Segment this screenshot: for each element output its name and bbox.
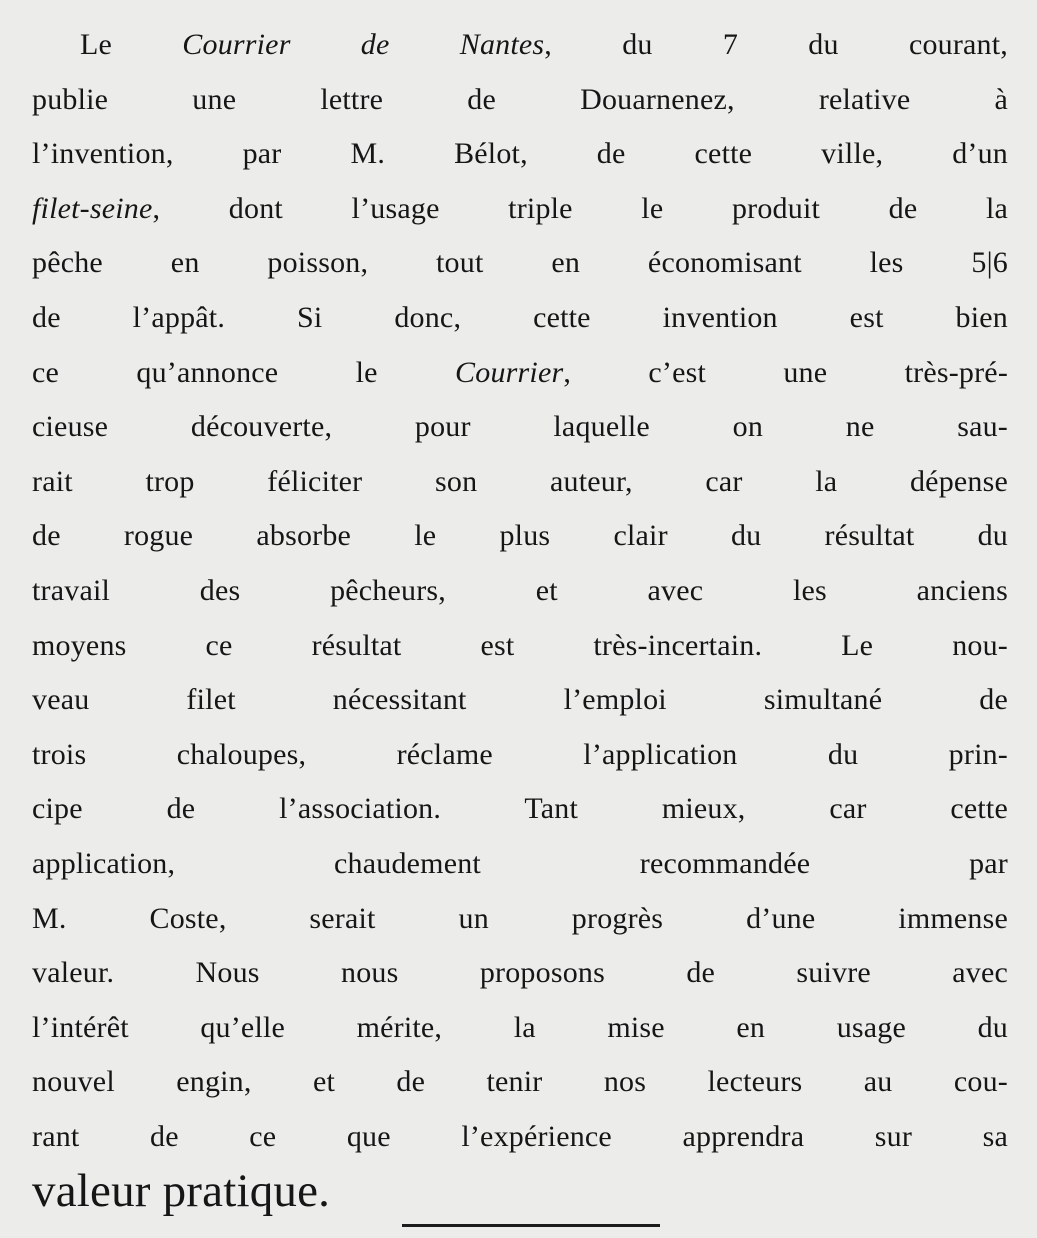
article-line [32,946,1008,1001]
article-line [32,892,1008,947]
line-text: cipe de l’association. Tant mieux, car cette [32,792,1008,826]
article-column [32,18,1008,1219]
line-text: de rogue absorbe le plus clair du résultat du [32,519,1008,553]
line-text: l’invention, par M. Bélot, de cette ville, d’un [32,137,1008,171]
line-text: travail des pêcheurs, et avec les anciens [32,573,1008,607]
article-line [32,509,1008,564]
italic-term: filet-seine [32,191,153,225]
article-line [32,1001,1008,1056]
line-text: l’intérêt qu’elle mérite, la mise en usage du [32,1010,1008,1044]
article-line [32,728,1008,783]
article-line [32,782,1008,837]
article-line [32,564,1008,619]
line-text: , dont l’usage triple le produit de la [152,191,1008,225]
line-text: publie une lettre de Douarnenez, relative à [32,82,1008,116]
section-divider-rule [402,1224,660,1227]
line-text: M. Coste, serait un progrès d’une immense [32,901,1008,935]
article-line [32,1055,1008,1110]
line-text: de l’appât. Si donc, cette invention est bien [32,300,1008,334]
line-text: , du 7 du courant, [544,28,1008,61]
article-line [32,1164,1008,1219]
line-text: trois chaloupes, réclame l’application du prin- [32,737,1008,771]
line-text: nouvel engin, et de tenir nos lecteurs au cou- [32,1065,1008,1099]
article-line [32,127,1008,182]
article-line [32,182,1008,237]
article-line [32,18,1008,73]
line-text: veau filet nécessitant l’emploi simultané de [32,683,1008,717]
article-line [32,837,1008,892]
line-text: Le [80,28,183,61]
line-text: moyens ce résultat est très-incertain. Le nou- [32,628,1008,662]
article-line [32,619,1008,674]
article-line [32,400,1008,455]
line-text: rait trop féliciter son auteur, car la dépense [32,464,1008,498]
line-text: valeur pratique. [32,1165,331,1218]
line-text: rant de ce que l’expérience apprendra sur sa [32,1119,1008,1153]
article-line [32,73,1008,128]
line-text: valeur. Nous nous proposons de suivre avec [32,956,1008,990]
newspaper-title-italic: Courrier de Nantes [182,28,545,61]
line-text: , c’est une très-pré- [563,355,1009,389]
line-text: ce qu’annonce le [32,355,456,389]
line-text: application, chaudement recommandée par [32,846,1008,880]
article-line [32,236,1008,291]
article-line [32,1110,1008,1165]
line-text: cieuse découverte, pour laquelle on ne sau- [32,410,1008,444]
newspaper-title-italic: Courrier [455,355,564,389]
article-line [32,455,1008,510]
article-line [32,346,1008,401]
article-line [32,291,1008,346]
article-line [32,673,1008,728]
line-text: pêche en poisson, tout en économisant les 5|6 [32,246,1008,280]
